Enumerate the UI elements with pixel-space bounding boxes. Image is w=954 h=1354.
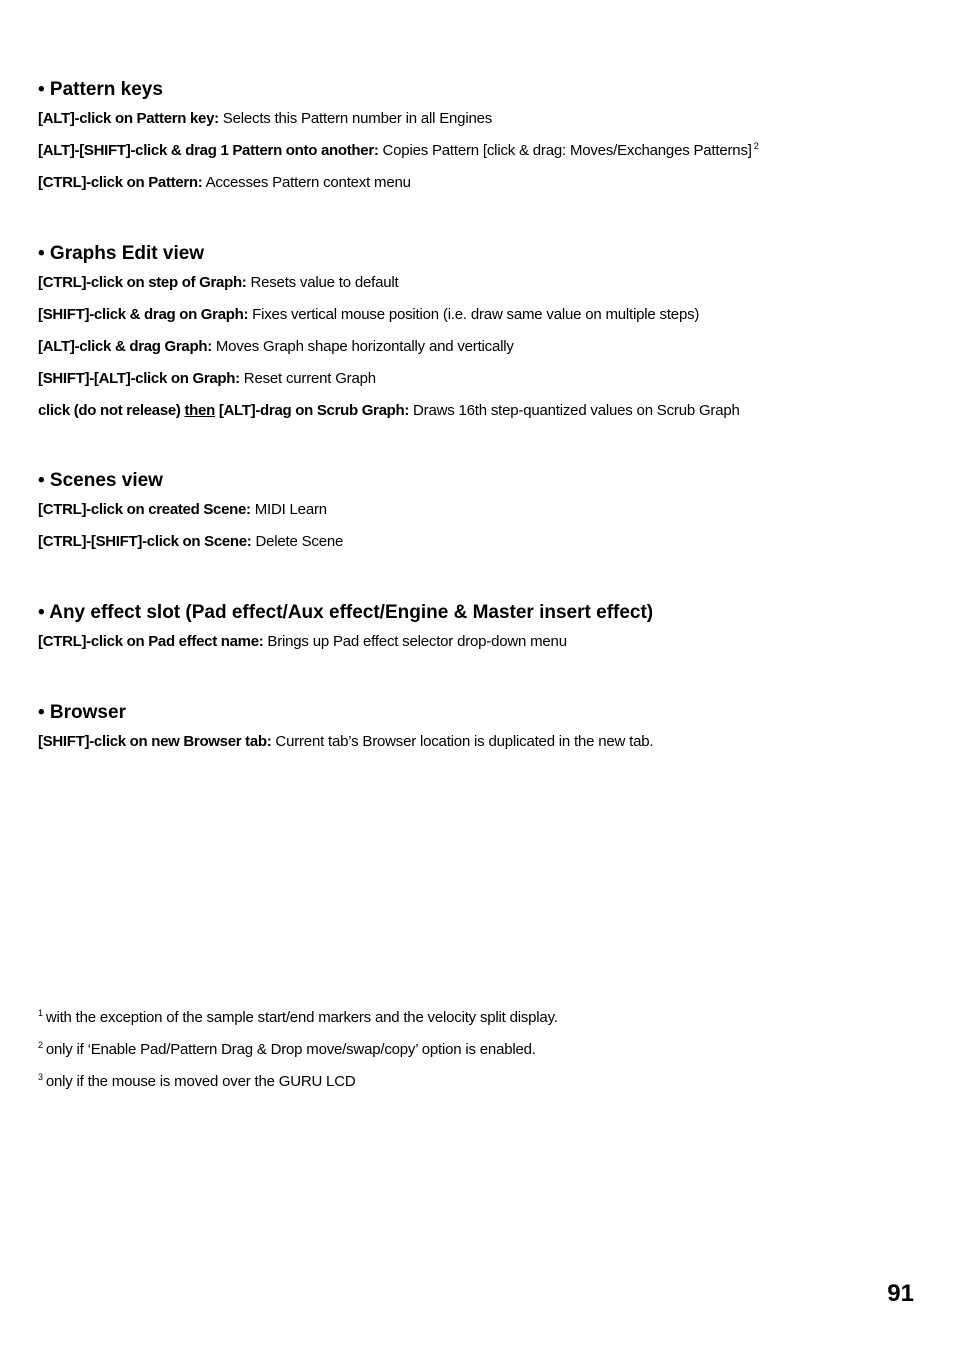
shortcut-description: Fixes vertical mouse position (i.e. draw same value on multiple steps) xyxy=(248,306,700,323)
shortcut-description: Brings up Pad effect selector drop-down menu xyxy=(263,633,567,650)
shortcut-row xyxy=(38,135,918,167)
shortcut-key: [SHIFT]-[ALT]-click on Graph: xyxy=(38,370,240,387)
shortcut-description: Current tab’s Browser location is duplicated in the new tab. xyxy=(271,733,654,750)
section-heading: • Scenes view xyxy=(38,470,163,491)
shortcut-row xyxy=(38,103,918,135)
shortcut-row xyxy=(38,626,918,658)
footnote xyxy=(38,1066,918,1098)
section-scenes-view xyxy=(38,468,918,558)
section-pattern-keys xyxy=(38,77,918,199)
footnote-text: only if the mouse is moved over the GURU LCD xyxy=(45,1073,356,1090)
shortcut-key: [SHIFT]-click & drag on Graph: xyxy=(38,306,249,323)
section-effect-slot xyxy=(38,600,918,658)
footnote xyxy=(38,1034,918,1066)
shortcut-key: [CTRL]-click on step of Graph: xyxy=(38,274,247,291)
shortcut-key-part: [ALT]-drag on Scrub Graph: xyxy=(214,402,410,419)
shortcut-description: MIDI Learn xyxy=(250,501,327,518)
shortcut-row xyxy=(38,363,918,395)
shortcut-description: Resets value to default xyxy=(246,274,399,291)
shortcut-row xyxy=(38,526,918,558)
footnote-text: only if ‘Enable Pad/Pattern Drag & Drop move/swap/copy’ option is enabled. xyxy=(45,1041,536,1058)
section-heading: • Any effect slot (Pad effect/Aux effect/Engine & Master insert effect) xyxy=(38,602,654,623)
section-graphs-edit-view xyxy=(38,241,918,427)
footnote-number: 2 xyxy=(38,1040,43,1050)
shortcut-row xyxy=(38,331,918,363)
shortcut-row xyxy=(38,167,918,199)
section-heading: • Pattern keys xyxy=(38,79,163,100)
shortcut-key-part: click (do not release) xyxy=(38,402,185,419)
shortcut-description: Delete Scene xyxy=(251,533,344,550)
footnote-number: 1 xyxy=(38,1008,43,1018)
shortcut-row xyxy=(38,267,918,299)
shortcut-key: [CTRL]-click on Pad effect name: xyxy=(38,633,264,650)
shortcut-key: [ALT]-[SHIFT]-click & drag 1 Pattern onto another: xyxy=(38,142,379,159)
footnote-marker: 2 xyxy=(753,141,759,151)
shortcut-description: Copies Pattern [click & drag: Moves/Exchanges Patterns] xyxy=(378,142,752,159)
shortcut-row xyxy=(38,726,918,758)
section-heading: • Browser xyxy=(38,702,126,723)
shortcut-row xyxy=(38,299,918,331)
shortcut-description: Accesses Pattern context menu xyxy=(202,174,411,191)
shortcut-description: Moves Graph shape horizontally and vertically xyxy=(211,338,514,355)
shortcut-key: [ALT]-click on Pattern key: xyxy=(38,110,219,127)
shortcut-description: Reset current Graph xyxy=(239,370,376,387)
page-number: 91 xyxy=(887,1280,914,1307)
shortcut-row xyxy=(38,395,918,427)
shortcut-row xyxy=(38,494,918,526)
shortcut-key: [SHIFT]-click on new Browser tab: xyxy=(38,733,272,750)
shortcut-key-emphasis: then xyxy=(184,402,215,419)
section-browser xyxy=(38,700,918,758)
shortcut-key: [CTRL]-[SHIFT]-click on Scene: xyxy=(38,533,252,550)
footnote-number: 3 xyxy=(38,1072,43,1082)
shortcut-key: [ALT]-click & drag Graph: xyxy=(38,338,212,355)
shortcut-key: [CTRL]-click on created Scene: xyxy=(38,501,251,518)
footnotes xyxy=(38,1002,918,1098)
section-heading: • Graphs Edit view xyxy=(38,243,205,264)
footnote xyxy=(38,1002,918,1034)
footnote-text: with the exception of the sample start/end markers and the velocity split display. xyxy=(45,1009,558,1026)
shortcut-description: Draws 16th step-quantized values on Scrub Graph xyxy=(409,402,740,419)
shortcut-key xyxy=(38,402,409,419)
shortcut-key: [CTRL]-click on Pattern: xyxy=(38,174,203,191)
shortcut-description: Selects this Pattern number in all Engines xyxy=(218,110,493,127)
